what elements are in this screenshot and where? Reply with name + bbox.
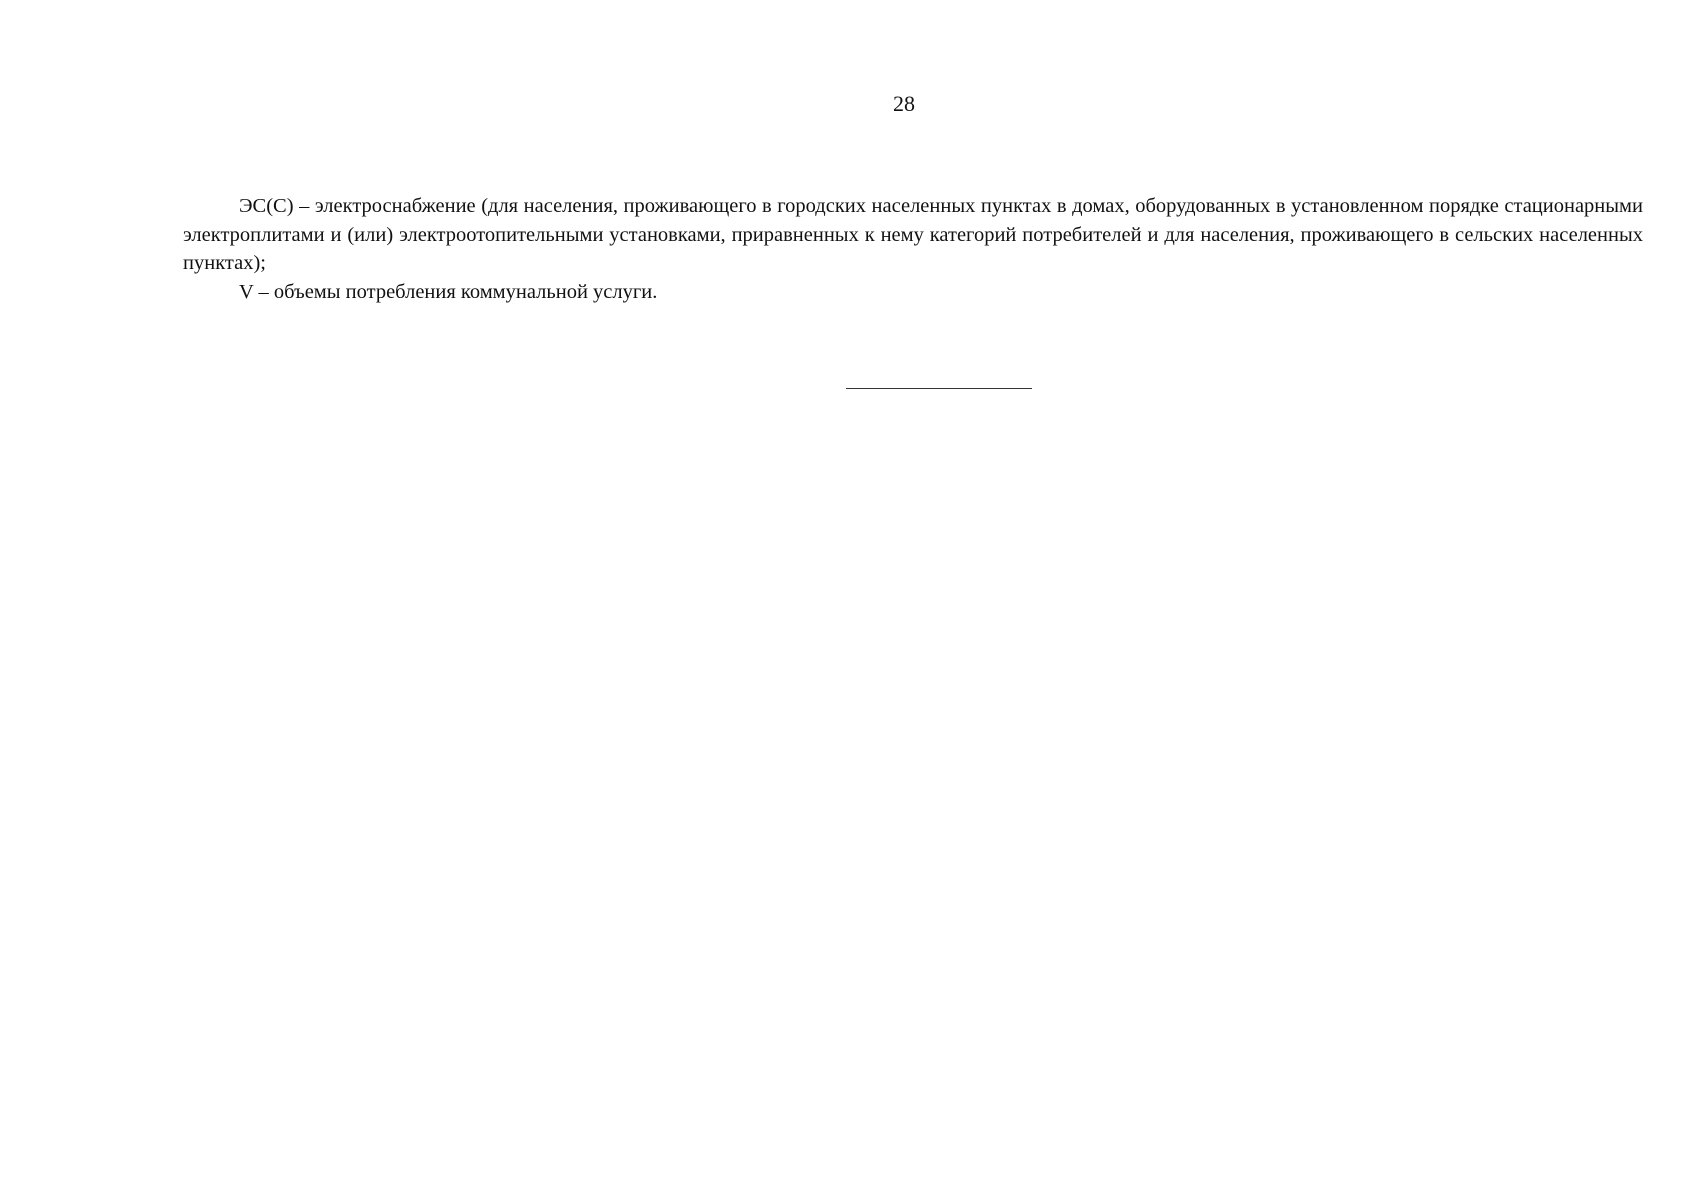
definition-es-c: ЭС(С) – электроснабжение (для населения, проживающего в городских населенных пунктах в домах, оборудованных в установленном порядке стационарными электроплитами и (или) электроотопительными установками, приравненных к нему категорий потребителей и для населения, проживающего в сельских населенных пунктах); xyxy=(183,195,1643,274)
definitions-block xyxy=(183,192,1643,306)
end-of-section-rule xyxy=(846,388,1032,389)
page-number: 28 xyxy=(893,91,915,116)
definition-v: V – объемы потребления коммунальной услуги. xyxy=(239,280,658,303)
